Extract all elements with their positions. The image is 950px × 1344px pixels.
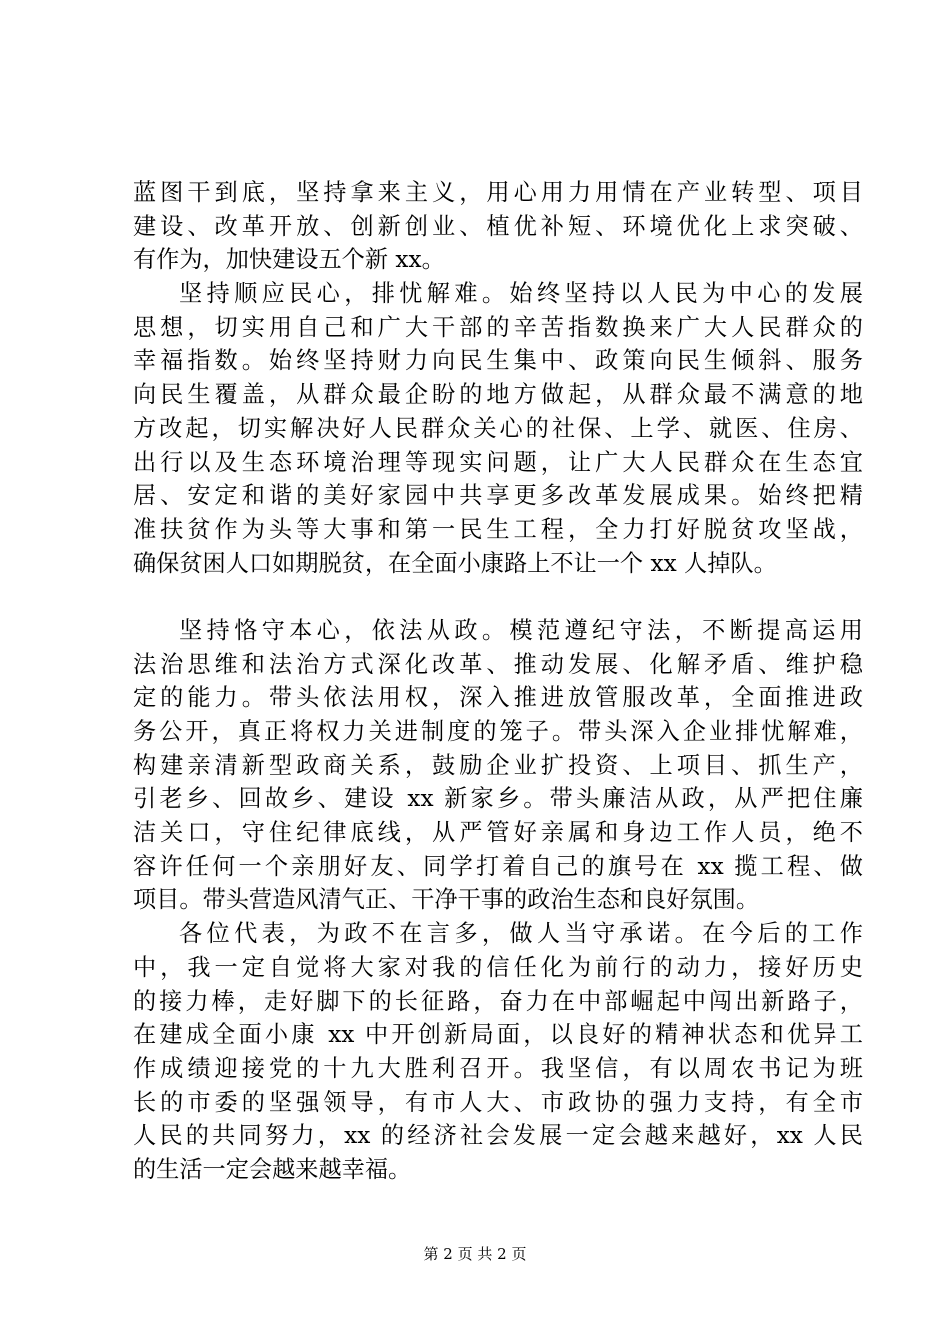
text-line: 务公开，真正将权力关进制度的笼子。带头深入企业排忧解难，: [133, 718, 863, 745]
text-line: 准扶贫作为头等大事和第一民生工程，全力打好脱贫攻坚战，: [133, 515, 863, 543]
text-line: 建设、改革开放、创新创业、植优补短、环境优化上求突破、: [133, 212, 863, 240]
text-line: 引老乡、回故乡、建设 xx 新家乡。带头廉洁从政，从严把住廉: [133, 785, 863, 813]
document-body: [133, 176, 863, 1187]
text-line: 洁关口，守住纪律底线，从严管好亲属和身边工作人员，绝不: [133, 819, 863, 847]
text-line: 作成绩迎接党的十九大胜利召开。我坚信，有以周农书记为班: [133, 1054, 863, 1082]
text-line: 幸福指数。始终坚持财力向民生集中、政策向民生倾斜、服务: [133, 347, 863, 375]
text-line: 构建亲清新型政商关系，鼓励企业扩投资、上项目、抓生产，: [133, 751, 863, 779]
text-line: 法治思维和法治方式深化改革、推动发展、化解矛盾、维护稳: [133, 650, 863, 678]
paragraph: [133, 176, 863, 277]
text-line: 居、安定和谐的美好家园中共享更多改革发展成果。始终把精: [133, 482, 863, 510]
text-line: 蓝图干到底，坚持拿来主义，用心用力用情在产业转型、项目: [133, 179, 863, 206]
text-line: 方改起，切实解决好人民群众关心的社保、上学、就医、住房、: [133, 414, 863, 442]
text-line: 各位代表，为政不在言多，做人当守承诺。在今后的工作: [179, 920, 863, 948]
text-line: 的生活一定会越来越幸福。: [133, 1155, 412, 1183]
text-line: 项目。带头营造风清气正、干净干事的政治生态和良好氛围。: [133, 886, 760, 914]
text-line: 出行以及生态环境治理等现实问题，让广大人民群众在生态宜: [133, 448, 863, 476]
page-number-footer: 第 2 页 共 2 页: [423, 1245, 527, 1263]
text-line: 坚持恪守本心，依法从政。模范遵纪守法，不断提高运用: [179, 616, 863, 644]
text-line: 思想，切实用自己和广大干部的辛苦指数换来广大人民群众的: [133, 313, 863, 341]
paragraph: [133, 614, 863, 917]
paragraph: [133, 917, 863, 1187]
text-line: 确保贫困人口如期脱贫，在全面小康路上不让一个 xx 人掉队。: [133, 549, 777, 577]
text-line: 长的市委的坚强领导，有市人大、市政协的强力支持，有全市: [133, 1088, 863, 1116]
text-line: 的接力棒，走好脚下的长征路，奋力在中部崛起中闯出新路子，: [133, 987, 863, 1015]
text-line: 有作为，加快建设五个新 xx。: [133, 246, 445, 274]
text-line: 中，我一定自觉将大家对我的信任化为前行的动力，接好历史: [133, 953, 863, 981]
text-line: 坚持顺应民心，排忧解难。始终坚持以人民为中心的发展: [179, 280, 863, 308]
text-line: 在建成全面小康 xx 中开创新局面，以良好的精神状态和优异工: [133, 1021, 863, 1049]
text-line: 人民的共同努力，xx 的经济社会发展一定会越来越好，xx 人民: [133, 1122, 863, 1150]
text-line: 向民生覆盖，从群众最企盼的地方做起，从群众最不满意的地: [133, 381, 863, 409]
text-line: 容许任何一个亲朋好友、同学打着自己的旗号在 xx 揽工程、做: [133, 852, 863, 880]
text-line: 定的能力。带头依法用权，深入推进放管服改革，全面推进政: [133, 684, 863, 712]
paragraph-gap: [133, 580, 863, 614]
paragraph: [133, 277, 863, 580]
